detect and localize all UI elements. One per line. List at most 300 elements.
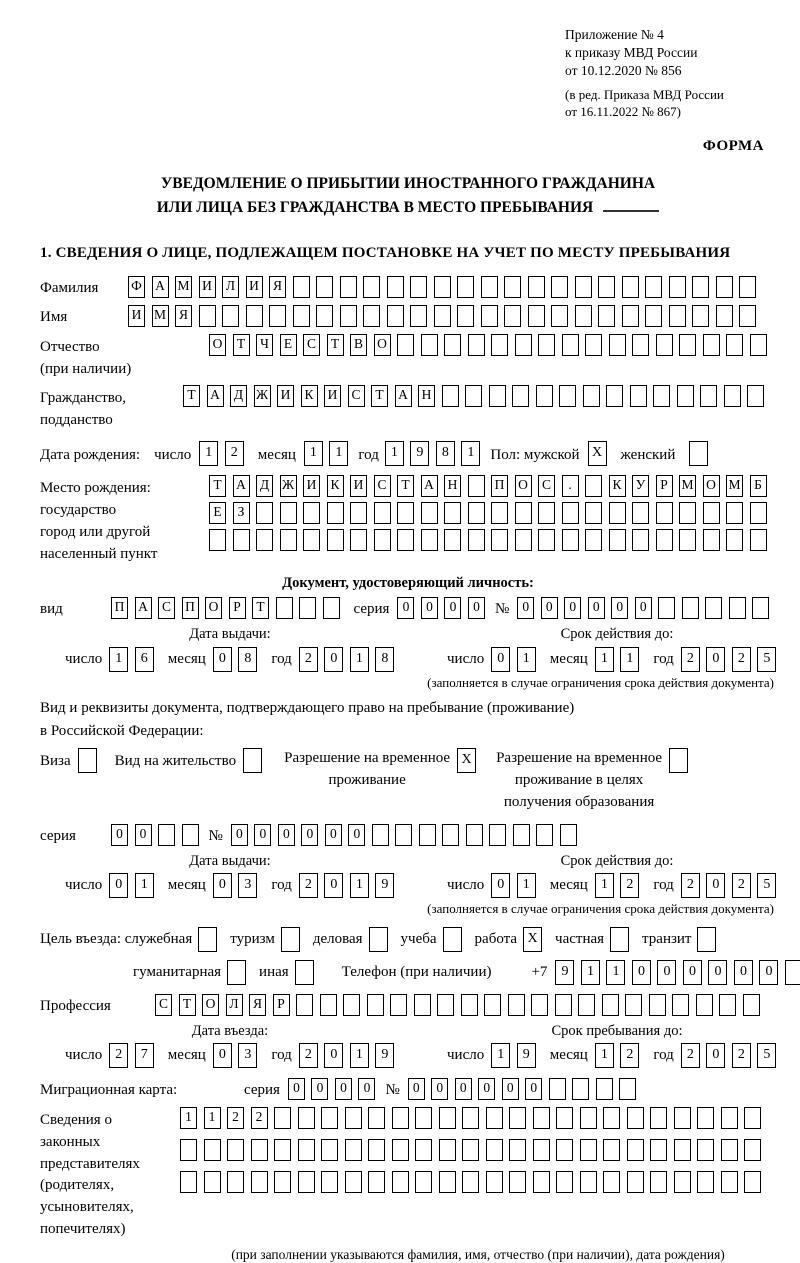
char-cell[interactable] [442, 385, 459, 407]
char-cell[interactable]: 0 [324, 647, 343, 672]
char-cell[interactable] [397, 502, 414, 524]
char-cell[interactable]: 0 [525, 1078, 542, 1100]
char-cell[interactable]: 8 [375, 647, 394, 672]
char-cell[interactable] [227, 960, 246, 985]
char-cell[interactable]: 0 [135, 824, 152, 846]
char-cell[interactable] [350, 502, 367, 524]
residence-permit-checkbox[interactable] [243, 748, 262, 773]
char-cell[interactable] [533, 1139, 550, 1161]
char-cell[interactable] [298, 1139, 315, 1161]
char-cell[interactable] [415, 1171, 432, 1193]
char-cell[interactable] [744, 1139, 761, 1161]
patronymic-cells[interactable] [209, 334, 767, 356]
char-cell[interactable] [343, 994, 360, 1016]
char-cell[interactable] [692, 305, 709, 327]
char-cell[interactable] [243, 748, 262, 773]
char-cell[interactable] [321, 1171, 338, 1193]
char-cell[interactable] [327, 529, 344, 551]
char-cell[interactable] [560, 824, 577, 846]
char-cell[interactable] [697, 927, 716, 952]
char-cell[interactable] [551, 276, 568, 298]
char-cell[interactable] [703, 529, 720, 551]
char-cell[interactable] [320, 994, 337, 1016]
char-cell[interactable]: О [703, 475, 720, 497]
char-cell[interactable]: И [324, 385, 341, 407]
char-cell[interactable] [303, 502, 320, 524]
char-cell[interactable] [387, 305, 404, 327]
char-cell[interactable] [444, 334, 461, 356]
char-cell[interactable] [653, 385, 670, 407]
char-cell[interactable] [368, 1107, 385, 1129]
char-cell[interactable]: 0 [231, 824, 248, 846]
char-cell[interactable] [462, 1139, 479, 1161]
char-cell[interactable]: 0 [468, 597, 485, 619]
char-cell[interactable]: 1 [517, 873, 536, 898]
char-cell[interactable] [747, 385, 764, 407]
char-cell[interactable] [209, 529, 226, 551]
char-cell[interactable]: 1 [109, 647, 128, 672]
char-cell[interactable]: 2 [681, 647, 700, 672]
char-cell[interactable] [743, 994, 760, 1016]
migration-series-cells[interactable] [288, 1078, 376, 1100]
transit-checkbox[interactable] [697, 927, 716, 952]
char-cell[interactable]: Л [222, 276, 239, 298]
char-cell[interactable] [580, 1139, 597, 1161]
char-cell[interactable]: В [350, 334, 367, 356]
char-cell[interactable] [246, 305, 263, 327]
char-cell[interactable] [415, 1107, 432, 1129]
char-cell[interactable]: 1 [329, 441, 348, 466]
char-cell[interactable] [468, 334, 485, 356]
char-cell[interactable] [340, 305, 357, 327]
char-cell[interactable]: 0 [708, 960, 727, 985]
char-cell[interactable] [598, 305, 615, 327]
char-cell[interactable] [562, 529, 579, 551]
char-cell[interactable] [531, 994, 548, 1016]
char-cell[interactable] [439, 1171, 456, 1193]
char-cell[interactable] [439, 1107, 456, 1129]
char-cell[interactable] [491, 502, 508, 524]
char-cell[interactable] [572, 1078, 589, 1100]
char-cell[interactable]: 0 [455, 1078, 472, 1100]
char-cell[interactable] [504, 305, 521, 327]
char-cell[interactable]: Т [209, 475, 226, 497]
char-cell[interactable]: Ч [256, 334, 273, 356]
char-cell[interactable] [528, 305, 545, 327]
char-cell[interactable]: 1 [350, 873, 369, 898]
char-cell[interactable]: 0 [632, 960, 651, 985]
residence-series-cells[interactable] [111, 824, 199, 846]
char-cell[interactable]: . [562, 475, 579, 497]
id-doc-number-cells[interactable] [517, 597, 769, 619]
char-cell[interactable]: А [207, 385, 224, 407]
surname-cells[interactable] [128, 276, 756, 298]
char-cell[interactable]: 0 [213, 647, 232, 672]
char-cell[interactable] [610, 927, 629, 952]
char-cell[interactable] [468, 529, 485, 551]
char-cell[interactable] [603, 1107, 620, 1129]
char-cell[interactable]: 1 [517, 647, 536, 672]
char-cell[interactable] [645, 276, 662, 298]
char-cell[interactable] [674, 1107, 691, 1129]
representatives-row2-cells[interactable] [180, 1139, 761, 1161]
id-issue-month-cells[interactable] [213, 647, 258, 672]
char-cell[interactable]: 0 [541, 597, 558, 619]
business-trip-checkbox[interactable] [198, 927, 217, 952]
char-cell[interactable]: 8 [436, 441, 455, 466]
char-cell[interactable] [227, 1139, 244, 1161]
entry-year-cells[interactable] [299, 1043, 395, 1068]
char-cell[interactable] [437, 994, 454, 1016]
entry-month-cells[interactable] [213, 1043, 258, 1068]
char-cell[interactable] [316, 305, 333, 327]
char-cell[interactable] [509, 1171, 526, 1193]
char-cell[interactable]: 0 [348, 824, 365, 846]
char-cell[interactable] [609, 334, 626, 356]
char-cell[interactable]: 1 [606, 960, 625, 985]
char-cell[interactable] [656, 334, 673, 356]
char-cell[interactable]: 0 [491, 873, 510, 898]
work-checkbox[interactable] [523, 927, 542, 952]
char-cell[interactable]: 6 [135, 647, 154, 672]
char-cell[interactable]: 0 [109, 873, 128, 898]
char-cell[interactable] [395, 824, 412, 846]
char-cell[interactable] [444, 529, 461, 551]
char-cell[interactable] [392, 1139, 409, 1161]
char-cell[interactable]: 2 [299, 1043, 318, 1068]
char-cell[interactable] [442, 824, 459, 846]
char-cell[interactable] [625, 994, 642, 1016]
char-cell[interactable]: 1 [491, 1043, 510, 1068]
char-cell[interactable] [486, 1139, 503, 1161]
id-validity-year-cells[interactable] [681, 647, 777, 672]
char-cell[interactable] [390, 994, 407, 1016]
char-cell[interactable]: 9 [375, 1043, 394, 1068]
char-cell[interactable] [274, 1171, 291, 1193]
char-cell[interactable] [645, 305, 662, 327]
char-cell[interactable]: 0 [111, 824, 128, 846]
char-cell[interactable]: 5 [757, 1043, 776, 1068]
id-issue-day-cells[interactable] [109, 647, 154, 672]
char-cell[interactable] [679, 502, 696, 524]
char-cell[interactable]: Е [209, 502, 226, 524]
id-validity-month-cells[interactable] [595, 647, 640, 672]
char-cell[interactable] [280, 502, 297, 524]
char-cell[interactable] [489, 385, 506, 407]
char-cell[interactable]: 1 [595, 1043, 614, 1068]
char-cell[interactable] [421, 502, 438, 524]
char-cell[interactable] [744, 1107, 761, 1129]
char-cell[interactable]: А [152, 276, 169, 298]
char-cell[interactable]: 0 [408, 1078, 425, 1100]
char-cell[interactable]: 0 [734, 960, 753, 985]
char-cell[interactable]: 0 [301, 824, 318, 846]
char-cell[interactable] [556, 1139, 573, 1161]
char-cell[interactable] [716, 276, 733, 298]
id-doc-series-cells[interactable] [397, 597, 485, 619]
char-cell[interactable]: П [182, 597, 199, 619]
profession-cells[interactable] [155, 994, 760, 1016]
char-cell[interactable] [726, 334, 743, 356]
char-cell[interactable]: Я [249, 994, 266, 1016]
residence-issue-day-cells[interactable] [109, 873, 154, 898]
char-cell[interactable] [491, 529, 508, 551]
char-cell[interactable]: А [135, 597, 152, 619]
char-cell[interactable] [515, 334, 532, 356]
char-cell[interactable] [410, 276, 427, 298]
char-cell[interactable] [555, 994, 572, 1016]
char-cell[interactable]: И [303, 475, 320, 497]
char-cell[interactable]: 9 [410, 441, 429, 466]
char-cell[interactable] [650, 1107, 667, 1129]
char-cell[interactable] [182, 824, 199, 846]
char-cell[interactable] [158, 824, 175, 846]
char-cell[interactable] [368, 1139, 385, 1161]
char-cell[interactable] [434, 276, 451, 298]
char-cell[interactable]: 0 [358, 1078, 375, 1100]
char-cell[interactable]: А [395, 385, 412, 407]
sex-female-checkbox[interactable] [689, 441, 708, 466]
char-cell[interactable]: 0 [311, 1078, 328, 1100]
private-checkbox[interactable] [610, 927, 629, 952]
char-cell[interactable] [721, 1107, 738, 1129]
char-cell[interactable] [719, 994, 736, 1016]
residence-validity-year-cells[interactable] [681, 873, 777, 898]
char-cell[interactable] [575, 276, 592, 298]
char-cell[interactable] [677, 385, 694, 407]
char-cell[interactable]: 2 [681, 1043, 700, 1068]
char-cell[interactable]: 1 [595, 647, 614, 672]
id-doc-type-cells[interactable] [111, 597, 340, 619]
char-cell[interactable]: 0 [657, 960, 676, 985]
char-cell[interactable] [583, 385, 600, 407]
char-cell[interactable]: 1 [581, 960, 600, 985]
char-cell[interactable] [369, 927, 388, 952]
char-cell[interactable] [656, 529, 673, 551]
char-cell[interactable]: Р [229, 597, 246, 619]
char-cell[interactable] [578, 994, 595, 1016]
char-cell[interactable]: 1 [135, 873, 154, 898]
char-cell[interactable] [180, 1171, 197, 1193]
char-cell[interactable]: Б [750, 475, 767, 497]
char-cell[interactable]: 2 [732, 873, 751, 898]
char-cell[interactable] [669, 276, 686, 298]
char-cell[interactable]: Р [656, 475, 673, 497]
char-cell[interactable] [296, 994, 313, 1016]
char-cell[interactable] [721, 1171, 738, 1193]
char-cell[interactable] [619, 1078, 636, 1100]
char-cell[interactable]: М [175, 276, 192, 298]
char-cell[interactable] [281, 927, 300, 952]
char-cell[interactable]: А [233, 475, 250, 497]
char-cell[interactable] [598, 276, 615, 298]
char-cell[interactable]: X [588, 441, 607, 466]
char-cell[interactable] [603, 1139, 620, 1161]
migration-number-cells[interactable] [408, 1078, 637, 1100]
char-cell[interactable] [602, 994, 619, 1016]
char-cell[interactable] [468, 475, 485, 497]
char-cell[interactable] [199, 305, 216, 327]
char-cell[interactable]: С [155, 994, 172, 1016]
char-cell[interactable] [556, 1107, 573, 1129]
char-cell[interactable] [486, 1171, 503, 1193]
char-cell[interactable] [508, 994, 525, 1016]
study-checkbox[interactable] [443, 927, 462, 952]
char-cell[interactable] [596, 1078, 613, 1100]
char-cell[interactable] [692, 276, 709, 298]
char-cell[interactable] [295, 960, 314, 985]
char-cell[interactable]: 5 [757, 647, 776, 672]
char-cell[interactable] [609, 529, 626, 551]
char-cell[interactable] [233, 529, 250, 551]
char-cell[interactable] [397, 334, 414, 356]
char-cell[interactable] [512, 385, 529, 407]
char-cell[interactable] [562, 334, 579, 356]
char-cell[interactable]: П [491, 475, 508, 497]
char-cell[interactable]: А [421, 475, 438, 497]
char-cell[interactable] [374, 502, 391, 524]
char-cell[interactable]: И [199, 276, 216, 298]
char-cell[interactable]: 3 [238, 873, 257, 898]
char-cell[interactable]: 0 [635, 597, 652, 619]
residence-issue-month-cells[interactable] [213, 873, 258, 898]
char-cell[interactable] [410, 305, 427, 327]
char-cell[interactable]: Л [226, 994, 243, 1016]
char-cell[interactable] [656, 502, 673, 524]
char-cell[interactable] [222, 305, 239, 327]
char-cell[interactable] [528, 276, 545, 298]
char-cell[interactable]: X [523, 927, 542, 952]
char-cell[interactable] [669, 305, 686, 327]
char-cell[interactable] [251, 1139, 268, 1161]
char-cell[interactable] [650, 1139, 667, 1161]
char-cell[interactable] [345, 1139, 362, 1161]
char-cell[interactable]: 0 [324, 1043, 343, 1068]
char-cell[interactable] [280, 529, 297, 551]
residence-validity-month-cells[interactable] [595, 873, 640, 898]
char-cell[interactable] [622, 305, 639, 327]
char-cell[interactable] [274, 1139, 291, 1161]
char-cell[interactable]: К [301, 385, 318, 407]
char-cell[interactable]: 0 [683, 960, 702, 985]
char-cell[interactable]: 0 [588, 597, 605, 619]
char-cell[interactable]: 1 [350, 1043, 369, 1068]
char-cell[interactable]: 2 [299, 647, 318, 672]
char-cell[interactable] [575, 305, 592, 327]
char-cell[interactable] [293, 305, 310, 327]
char-cell[interactable] [227, 1171, 244, 1193]
char-cell[interactable] [303, 529, 320, 551]
char-cell[interactable]: 2 [251, 1107, 268, 1129]
char-cell[interactable] [321, 1107, 338, 1129]
char-cell[interactable]: К [609, 475, 626, 497]
char-cell[interactable]: 7 [135, 1043, 154, 1068]
char-cell[interactable] [585, 334, 602, 356]
char-cell[interactable]: 9 [375, 873, 394, 898]
char-cell[interactable]: 0 [759, 960, 778, 985]
birth-month-cells[interactable] [304, 441, 349, 466]
char-cell[interactable]: 0 [254, 824, 271, 846]
char-cell[interactable]: 2 [227, 1107, 244, 1129]
char-cell[interactable] [78, 748, 97, 773]
char-cell[interactable] [321, 1139, 338, 1161]
char-cell[interactable] [538, 502, 555, 524]
char-cell[interactable] [585, 529, 602, 551]
char-cell[interactable] [462, 1171, 479, 1193]
char-cell[interactable] [538, 529, 555, 551]
char-cell[interactable] [556, 1171, 573, 1193]
char-cell[interactable] [316, 276, 333, 298]
char-cell[interactable] [387, 276, 404, 298]
char-cell[interactable]: 2 [620, 873, 639, 898]
char-cell[interactable] [439, 1139, 456, 1161]
char-cell[interactable]: Н [418, 385, 435, 407]
char-cell[interactable] [649, 994, 666, 1016]
char-cell[interactable]: К [327, 475, 344, 497]
char-cell[interactable] [515, 529, 532, 551]
char-cell[interactable] [739, 276, 756, 298]
char-cell[interactable] [443, 927, 462, 952]
char-cell[interactable] [340, 276, 357, 298]
char-cell[interactable] [632, 334, 649, 356]
char-cell[interactable]: 0 [611, 597, 628, 619]
char-cell[interactable]: С [538, 475, 555, 497]
char-cell[interactable] [627, 1139, 644, 1161]
char-cell[interactable] [724, 385, 741, 407]
char-cell[interactable] [421, 529, 438, 551]
char-cell[interactable] [726, 502, 743, 524]
char-cell[interactable]: Т [179, 994, 196, 1016]
char-cell[interactable]: М [152, 305, 169, 327]
char-cell[interactable]: 0 [517, 597, 534, 619]
char-cell[interactable] [533, 1171, 550, 1193]
char-cell[interactable] [457, 276, 474, 298]
char-cell[interactable] [580, 1107, 597, 1129]
char-cell[interactable]: 3 [238, 1043, 257, 1068]
char-cell[interactable] [585, 475, 602, 497]
residence-validity-day-cells[interactable] [491, 873, 536, 898]
char-cell[interactable] [551, 305, 568, 327]
char-cell[interactable]: О [209, 334, 226, 356]
residence-number-cells[interactable] [231, 824, 577, 846]
char-cell[interactable]: 0 [324, 873, 343, 898]
char-cell[interactable]: 2 [732, 1043, 751, 1068]
char-cell[interactable]: 0 [706, 647, 725, 672]
char-cell[interactable]: С [348, 385, 365, 407]
char-cell[interactable] [299, 597, 316, 619]
char-cell[interactable]: М [726, 475, 743, 497]
char-cell[interactable] [419, 824, 436, 846]
char-cell[interactable]: Т [327, 334, 344, 356]
char-cell[interactable] [703, 334, 720, 356]
char-cell[interactable] [491, 334, 508, 356]
char-cell[interactable] [682, 597, 699, 619]
char-cell[interactable] [726, 529, 743, 551]
char-cell[interactable] [414, 994, 431, 1016]
stay-year-cells[interactable] [681, 1043, 777, 1068]
char-cell[interactable]: 2 [681, 873, 700, 898]
char-cell[interactable]: 8 [238, 647, 257, 672]
char-cell[interactable] [632, 529, 649, 551]
char-cell[interactable] [481, 276, 498, 298]
id-validity-day-cells[interactable] [491, 647, 536, 672]
char-cell[interactable]: 1 [595, 873, 614, 898]
firstname-cells[interactable] [128, 305, 756, 327]
char-cell[interactable] [627, 1171, 644, 1193]
phone-cells[interactable] [555, 960, 800, 985]
char-cell[interactable]: О [202, 994, 219, 1016]
char-cell[interactable]: И [246, 276, 263, 298]
